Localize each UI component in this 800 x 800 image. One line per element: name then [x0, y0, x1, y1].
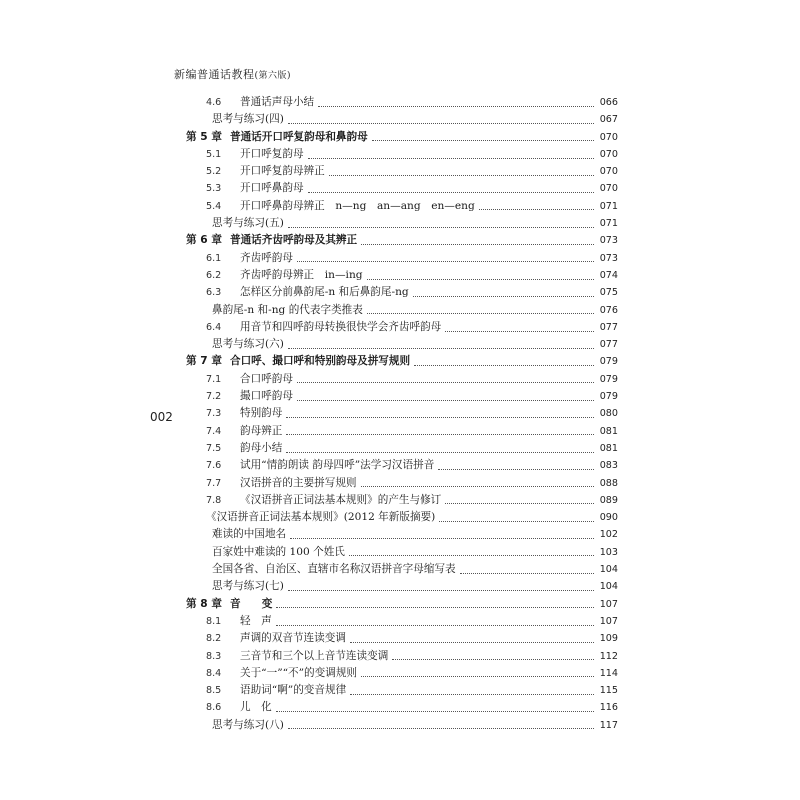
section-number: 7.6	[206, 460, 222, 472]
toc-page-number: 066	[599, 97, 618, 108]
toc-entry-title: 撮口呼韵母	[240, 390, 293, 403]
dot-leader	[286, 451, 594, 453]
toc-entry-title: 三音节和三个以上音节连读变调	[240, 649, 389, 662]
toc-chapter-row	[186, 353, 618, 370]
toc-entry-title: 全国各省、自治区、直辖市名称汉语拼音字母缩写表	[212, 563, 456, 576]
toc-entry-title: 思考与练习(六)	[212, 338, 284, 351]
toc-page-number: 081	[599, 442, 618, 454]
section-number: 5.3	[206, 183, 222, 195]
dot-leader	[350, 641, 594, 643]
dot-leader	[276, 624, 594, 626]
toc-entry-title: 思考与练习(五)	[212, 217, 284, 230]
dot-leader	[349, 554, 594, 556]
toc-page-number: 073	[599, 235, 618, 247]
dot-leader	[297, 260, 594, 262]
toc-entry-row	[186, 613, 618, 630]
dot-leader	[308, 157, 594, 159]
toc-entry-title: 思考与练习(四)	[212, 113, 284, 126]
section-number: 8.3	[206, 650, 222, 662]
toc-entry-title: 怎样区分前鼻韵尾-n 和后鼻韵尾-ng	[240, 286, 409, 299]
dot-leader	[350, 693, 594, 695]
dot-leader	[460, 572, 594, 574]
toc-entry-row	[186, 319, 618, 336]
dot-leader	[367, 312, 594, 314]
toc-entry-title: 合口呼韵母	[240, 372, 293, 385]
dot-leader	[361, 675, 594, 677]
section-number: 7.1	[206, 373, 222, 385]
toc-entry-row	[186, 699, 618, 716]
toc-entry-title: 齐齿呼韵母	[240, 251, 293, 264]
section-number: 7.4	[206, 425, 222, 437]
chapter-number: 第 5 章	[186, 130, 222, 143]
dot-leader	[297, 381, 594, 383]
section-number: 8.2	[206, 633, 222, 645]
dot-leader	[445, 330, 594, 332]
dot-leader	[288, 226, 594, 228]
toc-page-number: 104	[599, 564, 618, 576]
section-number: 8.5	[206, 685, 222, 697]
toc-entry-row	[186, 578, 618, 595]
toc-page-number: 083	[599, 460, 618, 472]
toc-entry-title: 语助词“啊”的变音规律	[240, 684, 347, 697]
dot-leader	[445, 502, 594, 504]
dot-leader	[276, 710, 594, 712]
toc-page-number: 079	[599, 391, 618, 403]
toc-page-number: 070	[599, 183, 618, 195]
toc-entry-row	[186, 561, 618, 578]
toc-page-number: 080	[599, 408, 618, 420]
section-number: 7.5	[206, 442, 222, 454]
toc-entry-row	[186, 94, 618, 111]
toc-entry-row	[186, 475, 618, 492]
table-of-contents	[186, 94, 618, 734]
toc-entry-row	[186, 423, 618, 440]
toc-entry-title: 鼻韵尾-n 和-ng 的代表字类推表	[212, 303, 363, 316]
toc-entry-title: 关于“一”“不”的变调规则	[240, 666, 358, 679]
toc-entry-title: 齐齿呼韵母辨正 in—ing	[240, 268, 363, 281]
section-number: 5.4	[206, 200, 222, 212]
dot-leader	[361, 485, 594, 487]
section-number: 6.1	[206, 252, 222, 264]
dot-leader	[438, 468, 594, 470]
toc-page-number: 071	[599, 218, 618, 230]
toc-entry-title: 开口呼鼻韵母辨正 n—ng an—ang en—eng	[240, 199, 475, 212]
dot-leader	[288, 589, 594, 591]
toc-entry-row	[186, 267, 618, 284]
dot-leader	[367, 278, 594, 280]
toc-entry-row	[186, 509, 618, 526]
toc-entry-row	[186, 544, 618, 561]
toc-entry-title: 特别韵母	[240, 407, 283, 420]
toc-entry-row	[186, 648, 618, 665]
toc-entry-row	[186, 198, 618, 215]
toc-page-number: 103	[599, 546, 618, 558]
running-head	[174, 66, 291, 82]
toc-entry-title: 普通话声母小结	[240, 96, 315, 108]
toc-entry-title: 思考与练习(八)	[212, 718, 284, 731]
toc-page-number: 107	[599, 615, 618, 627]
dot-leader	[308, 191, 594, 193]
toc-entry-row	[186, 163, 618, 180]
section-number: 7.2	[206, 391, 222, 403]
toc-entry-title: 难读的中国地名	[212, 528, 287, 541]
dot-leader	[329, 174, 594, 176]
book-title: 新编普通话教程	[174, 68, 255, 81]
toc-entry-title: 汉语拼音的主要拼写规则	[240, 476, 357, 489]
toc-entry-title: 普通话开口呼复韵母和鼻韵母	[230, 130, 368, 143]
dot-leader	[297, 399, 594, 401]
dot-leader	[318, 105, 594, 107]
section-number: 6.3	[206, 287, 222, 299]
dot-leader	[276, 606, 594, 608]
toc-page-number: 104	[599, 581, 618, 593]
dot-leader	[288, 122, 594, 124]
toc-page-number: 073	[599, 252, 618, 264]
toc-entry-row	[186, 717, 618, 734]
toc-page-number: 079	[599, 356, 618, 368]
toc-entry-row	[186, 284, 618, 301]
toc-entry-row	[186, 665, 618, 682]
toc-entry-title: 开口呼复韵母	[240, 147, 304, 160]
dot-leader	[372, 139, 594, 141]
toc-entry-title: 《汉语拼音正词法基本规则》的产生与修订	[240, 493, 442, 506]
toc-page-number: 074	[599, 269, 618, 281]
toc-entry-row	[186, 146, 618, 163]
toc-entry-title: 声调的双音节连读变调	[240, 632, 346, 645]
section-number: 5.1	[206, 148, 222, 160]
section-number: 7.8	[206, 494, 222, 506]
toc-entry-title: 轻 声	[240, 614, 272, 627]
toc-page-number: 115	[599, 685, 618, 697]
section-number: 6.4	[206, 321, 222, 333]
toc-page-number: 079	[599, 373, 618, 385]
toc-page-number: 067	[599, 114, 618, 126]
dot-leader	[290, 537, 594, 539]
dot-leader	[392, 658, 594, 660]
toc-entry-title: 开口呼鼻韵母	[240, 182, 304, 195]
toc-entry-title: 韵母辨正	[240, 424, 283, 437]
toc-entry-row	[186, 371, 618, 388]
toc-page-number: 070	[599, 148, 618, 160]
toc-entry-title: 韵母小结	[240, 441, 283, 454]
toc-entry-row	[186, 215, 618, 232]
toc-page-number: 088	[599, 477, 618, 489]
toc-page-number: 089	[599, 494, 618, 506]
section-number: 8.4	[206, 667, 222, 679]
toc-entry-title: 开口呼复韵母辨正	[240, 165, 325, 178]
section-number: 4.6	[206, 97, 222, 108]
dot-leader	[286, 433, 594, 435]
toc-page-number: 071	[599, 200, 618, 212]
toc-entry-title: 思考与练习(七)	[212, 580, 284, 593]
toc-page-number: 109	[599, 633, 618, 645]
toc-entry-row	[186, 526, 618, 543]
section-number: 5.2	[206, 166, 222, 178]
toc-page-number: 075	[599, 287, 618, 299]
toc-entry-row	[186, 492, 618, 509]
section-number: 7.3	[206, 408, 222, 420]
toc-page-number: 116	[599, 702, 618, 714]
toc-page-number: 090	[599, 512, 618, 524]
toc-entry-title: 普通话齐齿呼韵母及其辨正	[230, 234, 358, 247]
section-number: 7.7	[206, 477, 222, 489]
dot-leader	[414, 364, 594, 366]
toc-page-number: 114	[599, 667, 618, 679]
dot-leader	[479, 208, 594, 210]
dot-leader	[288, 347, 594, 349]
dot-leader	[361, 243, 594, 245]
toc-page-number: 112	[599, 650, 618, 662]
toc-page-number: 081	[599, 425, 618, 437]
toc-page-number: 117	[599, 719, 618, 731]
dot-leader	[286, 416, 594, 418]
toc-page-number: 107	[599, 598, 618, 610]
toc-page-number: 076	[599, 304, 618, 316]
toc-entry-row	[186, 682, 618, 699]
toc-page-number: 077	[599, 321, 618, 333]
toc-entry-title: 试用“情韵朗读 韵母四呼”法学习汉语拼音	[240, 459, 435, 472]
toc-page-number: 070	[599, 131, 618, 143]
dot-leader	[413, 295, 594, 297]
toc-entry-title: 《汉语拼音正词法基本规则》(2012 年新版摘要)	[206, 511, 436, 524]
page-number: 002	[150, 410, 173, 424]
toc-entry-row	[186, 111, 618, 128]
toc-entry-title: 儿 化	[240, 701, 272, 714]
toc-page-number: 077	[599, 339, 618, 351]
section-number: 8.6	[206, 702, 222, 714]
section-number: 8.1	[206, 615, 222, 627]
toc-entry-title: 百家姓中难读的 100 个姓氏	[212, 545, 345, 558]
dot-leader	[288, 727, 594, 729]
toc-chapter-row	[186, 232, 618, 249]
toc-entry-row	[186, 457, 618, 474]
toc-entry-title: 用音节和四呼韵母转换很快学会齐齿呼韵母	[240, 320, 442, 333]
toc-page-number: 070	[599, 166, 618, 178]
dot-leader	[439, 520, 594, 522]
toc-entry-row	[186, 440, 618, 457]
toc-entry-row	[186, 250, 618, 267]
toc-entry-title: 合口呼、撮口呼和特别韵母及拼写规则	[230, 355, 411, 368]
chapter-number: 第 6 章	[186, 234, 222, 247]
toc-entry-row	[186, 405, 618, 422]
toc-entry-row	[186, 302, 618, 319]
section-number: 6.2	[206, 269, 222, 281]
chapter-number: 第 7 章	[186, 355, 222, 368]
toc-entry-row	[186, 180, 618, 197]
edition-label: (第六版)	[254, 71, 292, 81]
toc-entry-row	[186, 336, 618, 353]
toc-chapter-row	[186, 129, 618, 146]
toc-page-number: 102	[599, 529, 618, 541]
toc-entry-row	[186, 388, 618, 405]
chapter-number: 第 8 章	[186, 597, 222, 610]
toc-entry-title: 音 变	[230, 597, 273, 610]
toc-chapter-row	[186, 596, 618, 613]
toc-entry-row	[186, 630, 618, 647]
